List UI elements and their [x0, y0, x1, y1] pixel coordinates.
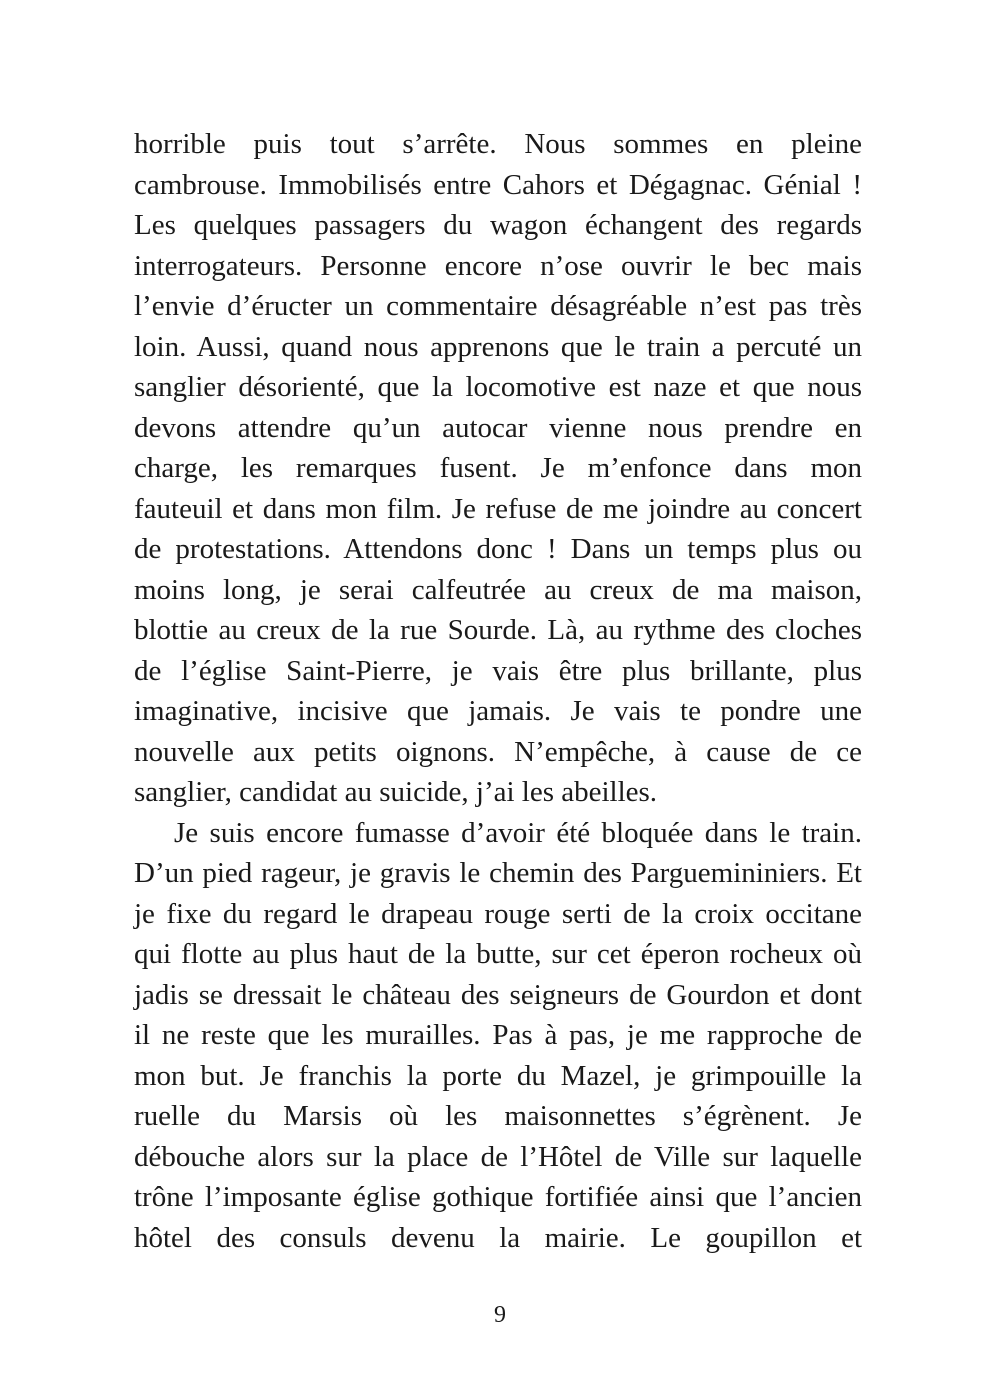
text-line: sanglier, candidat au suicide, j’ai les abeilles. [134, 776, 658, 808]
text-line: Les quelques passagers du wagon échangent des regards [134, 209, 862, 241]
text-line: cambrouse. Immobilisés entre Cahors et Dégagnac. Génial ! [134, 168, 862, 201]
text-line: de l’église Saint-Pierre, je vais être plus brillante, plus [134, 654, 862, 687]
text-line: trône l’imposante église gothique fortifiée ainsi que l’ancien [134, 1181, 862, 1213]
page-number: 9 [494, 1302, 506, 1328]
text-line: jadis se dressait le château des seigneurs de Gourdon et dont [134, 978, 862, 1011]
text-line: blottie au creux de la rue Sourde. Là, au rythme des cloches [134, 614, 862, 646]
text-line: débouche alors sur la place de l’Hôtel de Ville sur laquelle [134, 1140, 862, 1173]
text-line: imaginative, incisive que jamais. Je vais te pondre une [134, 695, 862, 727]
text-line: hôtel des consuls devenu la mairie. Le goupillon et [134, 1221, 862, 1254]
text-line: loin. Aussi, quand nous apprenons que le train a percuté un [134, 330, 862, 363]
text-line: il ne reste que les murailles. Pas à pas, je me rapproche de [134, 1019, 862, 1051]
text-line: mon but. Je franchis la porte du Mazel, je grimpouille la [134, 1059, 862, 1092]
body-text [134, 124, 862, 1258]
text-line: fauteuil et dans mon film. Je refuse de me joindre au concert [134, 492, 862, 525]
paragraph-2 [134, 813, 862, 1259]
text-line: devons attendre qu’un autocar vienne nous prendre en [134, 411, 862, 444]
text-line: l’envie d’éructer un commentaire désagréable n’est pas très [134, 290, 862, 322]
text-line: moins long, je serai calfeutrée au creux de ma maison, [134, 573, 862, 606]
text-line: interrogateurs. Personne encore n’ose ouvrir le bec mais [134, 249, 862, 282]
text-line: je fixe du regard le drapeau rouge serti de la croix occitane [134, 897, 862, 930]
text-line: qui flotte au plus haut de la butte, sur cet éperon rocheux où [134, 938, 862, 970]
text-line: ruelle du Marsis où les maisonnettes s’égrènent. Je [134, 1100, 862, 1132]
text-line: charge, les remarques fusent. Je m’enfonce dans mon [134, 452, 862, 484]
paragraph-1 [134, 124, 862, 813]
text-line: horrible puis tout s’arrête. Nous sommes en pleine [134, 128, 862, 160]
text-line: nouvelle aux petits oignons. N’empêche, à cause de ce [134, 735, 862, 768]
text-line: D’un pied rageur, je gravis le chemin des Parguemininiers. Et [134, 857, 862, 889]
text-line: Je suis encore fumasse d’avoir été bloquée dans le train. [174, 816, 862, 849]
text-line: sanglier désorienté, que la locomotive est naze et que nous [134, 371, 862, 403]
text-line: de protestations. Attendons donc ! Dans un temps plus ou [134, 533, 862, 565]
